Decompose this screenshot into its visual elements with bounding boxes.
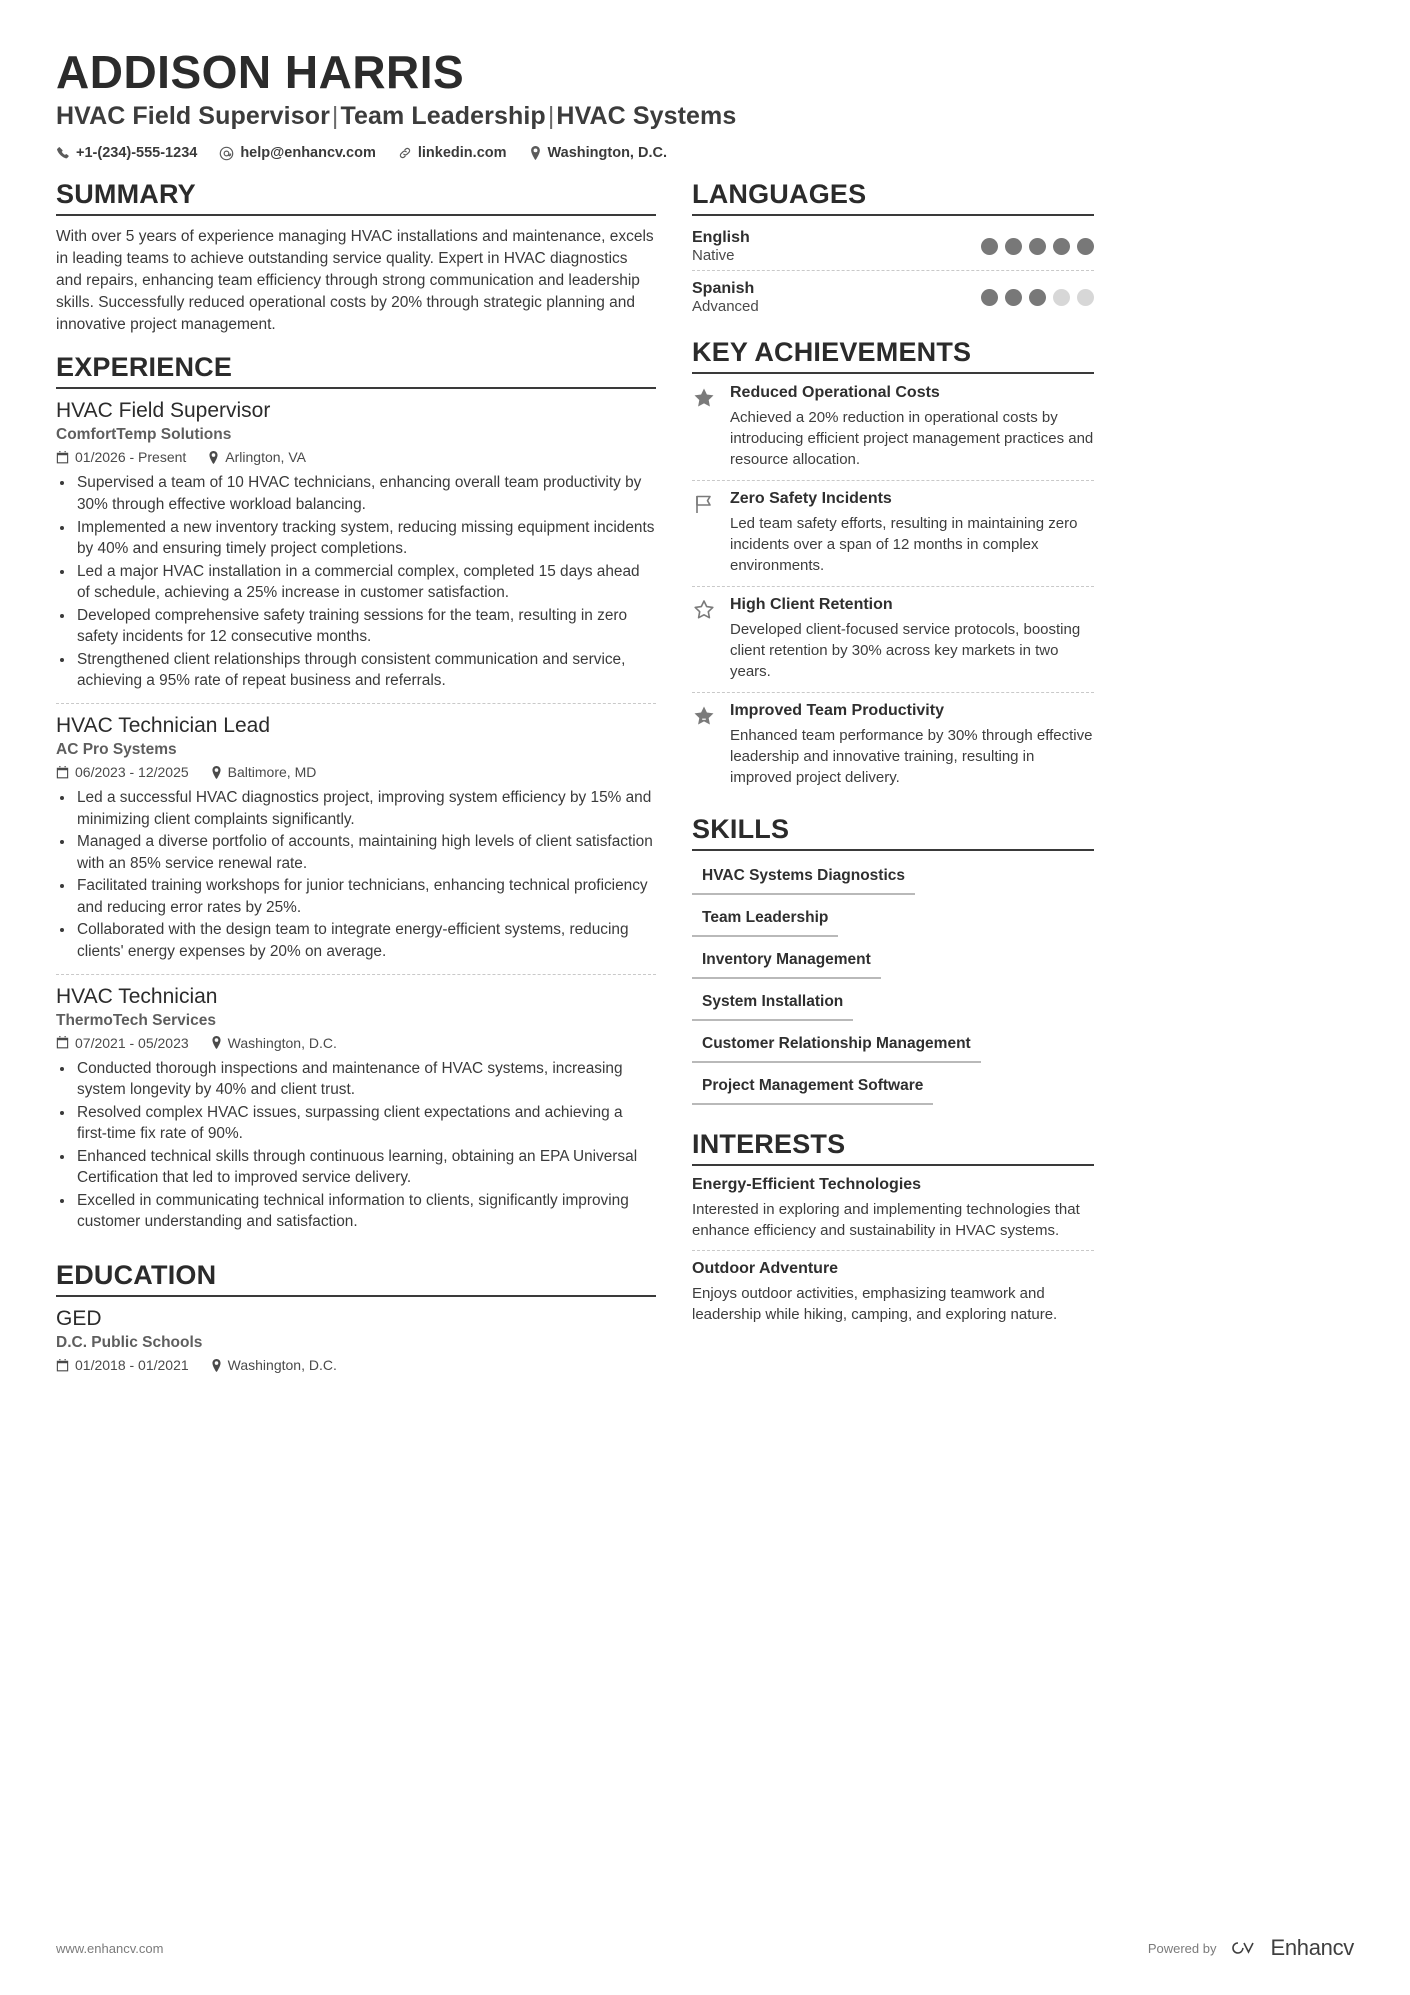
list-item: • Enhanced technical skills through continuous learning, obtaining an EPA Universal Certification that led to improved service delivery. <box>75 1146 656 1189</box>
calendar-icon <box>56 1359 69 1372</box>
job-bullets <box>56 1058 656 1234</box>
achievement-description: Enhanced team performance by 30% through effective leadership and innovative training, resulting in improved project delivery. <box>730 727 1093 787</box>
section-experience <box>56 352 656 1244</box>
job-location-text: Arlington, VA <box>225 449 306 466</box>
contact-email[interactable] <box>219 145 376 161</box>
list-item: • Conducted thorough inspections and maintenance of HVAC systems, increasing system longevity by 40% and client trust. <box>75 1058 656 1101</box>
language-rating <box>981 289 1094 306</box>
section-education <box>56 1260 656 1390</box>
section-interests <box>692 1129 1094 1334</box>
headline-separator-1: | <box>331 102 339 131</box>
rating-dot <box>981 238 998 255</box>
section-divider <box>692 214 1094 216</box>
language-rating <box>981 238 1094 255</box>
achievement-description: Achieved a 20% reduction in operational costs by introducing efficient project management practices and resource allocation. <box>730 409 1094 469</box>
contact-phone-text: +1-(234)-555-1234 <box>76 145 198 162</box>
location-pin-icon <box>211 1359 222 1372</box>
language-item <box>692 226 1094 271</box>
section-skills <box>692 814 1094 1113</box>
job-location-text: Baltimore, MD <box>227 764 317 781</box>
education-dates <box>56 1357 189 1373</box>
language-item <box>692 277 1094 321</box>
achievement-description: Developed client-focused service protocols, boosting client retention by 30% across key markets in two years. <box>730 621 1081 681</box>
section-summary <box>56 179 656 336</box>
headline-part-2: Team Leadership <box>340 102 546 131</box>
brand-name: Enhancv <box>1270 1935 1354 1960</box>
job-title: HVAC Technician Lead <box>56 714 271 738</box>
page-title: ADDISON HARRIS <box>56 46 465 98</box>
achievement-item <box>692 490 1094 587</box>
rating-dot <box>981 289 998 306</box>
list-item: • Collaborated with the design team to integrate energy-efficient systems, reducing clients' energy expenses by 20% on average. <box>75 919 656 962</box>
education-meta <box>56 1357 656 1373</box>
rating-dot <box>1077 238 1094 255</box>
job-dates <box>56 764 189 780</box>
job-meta <box>56 764 656 780</box>
section-divider <box>56 214 656 216</box>
experience-entry <box>56 714 656 975</box>
contact-location <box>529 145 667 161</box>
job-title: HVAC Field Supervisor <box>56 399 271 423</box>
achievement-title: High Client Retention <box>730 596 893 614</box>
skill-item: System Installation <box>692 987 853 1021</box>
rating-dot <box>1029 238 1046 255</box>
interest-title: Outdoor Adventure <box>692 1260 839 1278</box>
job-location <box>208 449 306 465</box>
section-divider <box>56 387 656 389</box>
job-company: ComfortTemp Solutions <box>56 426 232 444</box>
contact-email-text: help@enhancv.com <box>240 145 376 162</box>
section-title-interests: INTERESTS <box>692 1129 846 1160</box>
star-outline-icon <box>692 596 718 682</box>
list-item: • Strengthened client relationships through consistent communication and service, achieving a 95% rate of repeat business and referrals. <box>75 649 656 692</box>
job-meta <box>56 1035 656 1051</box>
education-degree: GED <box>56 1307 102 1331</box>
rating-dot <box>1053 289 1070 306</box>
summary-text: With over 5 years of experience managing HVAC installations and maintenance, excels in leading teams to achieve outstanding service quality. Expert in HVAC diagnostics and repairs, enhancing team efficiency through strong communication and leadership skills. Successfully reduced operational costs by 20% through strategic planning and innovative project management. <box>56 228 654 334</box>
phone-icon <box>56 146 70 160</box>
interest-description: Interested in exploring and implementing technologies that enhance efficiency and sustainability in HVAC systems. <box>692 1201 1080 1240</box>
section-title-summary: SUMMARY <box>56 179 196 210</box>
section-divider <box>692 1164 1094 1166</box>
calendar-icon <box>56 1036 69 1049</box>
skill-item: HVAC Systems Diagnostics <box>692 861 915 895</box>
powered-by-label: Powered by <box>1147 1940 1217 1956</box>
section-title-achievements: KEY ACHIEVEMENTS <box>692 337 972 368</box>
section-divider <box>56 1295 656 1297</box>
location-pin-icon <box>208 451 219 464</box>
education-school: D.C. Public Schools <box>56 1334 203 1352</box>
list-item: • Supervised a team of 10 HVAC technicians, enhancing overall team productivity by 30% through effective workload balancing. <box>75 472 656 515</box>
skill-item: Inventory Management <box>692 945 881 979</box>
language-name: English <box>692 229 750 247</box>
section-divider <box>692 849 1094 851</box>
job-company: ThermoTech Services <box>56 1011 216 1029</box>
headline-part-3: HVAC Systems <box>556 102 737 131</box>
left-column <box>56 179 656 1406</box>
location-pin-icon <box>211 766 222 779</box>
list-item: • Led a successful HVAC diagnostics project, improving system efficiency by 15% and minimizing client complaints significantly. <box>75 787 656 830</box>
headline-separator-2: | <box>547 102 555 131</box>
section-divider <box>692 372 1094 374</box>
location-pin-icon <box>211 1036 222 1049</box>
achievement-item <box>692 596 1094 693</box>
experience-entry <box>56 399 656 704</box>
language-name: Spanish <box>692 280 755 298</box>
contact-location-text: Washington, D.C. <box>547 145 667 162</box>
education-location <box>211 1357 337 1373</box>
right-column <box>692 179 1094 1350</box>
rating-dot <box>1053 238 1070 255</box>
job-bullets <box>56 787 656 963</box>
achievement-title: Improved Team Productivity <box>730 702 944 720</box>
rating-dot <box>1005 289 1022 306</box>
job-dates <box>56 1035 189 1051</box>
enhancv-logo-icon <box>1226 1936 1260 1960</box>
section-key-achievements <box>692 337 1094 798</box>
section-title-education: EDUCATION <box>56 1260 217 1291</box>
list-item: • Excelled in communicating technical information to clients, significantly improving customer understanding and satisfaction. <box>75 1190 656 1233</box>
link-icon <box>398 146 412 160</box>
list-item: • Resolved complex HVAC issues, surpassing client expectations and achieving a first-time fix rate of 90%. <box>75 1102 656 1145</box>
interest-description: Enjoys outdoor activities, emphasizing teamwork and leadership while hiking, camping, and exploring nature. <box>692 1285 1058 1324</box>
job-company: AC Pro Systems <box>56 741 177 759</box>
job-dates-text: 01/2026 - Present <box>75 449 187 466</box>
skill-item: Project Management Software <box>692 1071 933 1105</box>
contact-website-text: linkedin.com <box>417 145 507 162</box>
section-title-experience: EXPERIENCE <box>56 352 233 383</box>
education-entry <box>56 1307 656 1390</box>
education-dates-text: 01/2018 - 01/2021 <box>75 1357 189 1374</box>
achievement-title: Zero Safety Incidents <box>730 490 892 508</box>
achievement-item <box>692 702 1094 798</box>
contact-phone <box>56 145 197 161</box>
skills-list <box>692 861 1094 1113</box>
star-badge-icon <box>692 702 718 788</box>
contact-website[interactable] <box>398 145 507 161</box>
section-title-languages: LANGUAGES <box>692 179 867 210</box>
education-location-text: Washington, D.C. <box>227 1357 337 1374</box>
rating-dot <box>1029 289 1046 306</box>
skill-item: Team Leadership <box>692 903 838 937</box>
location-pin-icon <box>529 146 542 160</box>
skill-item: Customer Relationship Management <box>692 1029 981 1063</box>
list-item: • Developed comprehensive safety training sessions for the team, resulting in zero safety incidents for 12 consecutive months. <box>75 605 656 648</box>
section-title-skills: SKILLS <box>692 814 790 845</box>
footer-brand <box>1148 1935 1354 1961</box>
job-dates-text: 07/2021 - 05/2023 <box>75 1034 189 1051</box>
interest-title: Energy-Efficient Technologies <box>692 1176 922 1194</box>
interest-item <box>692 1176 1094 1251</box>
flag-icon <box>692 490 718 576</box>
experience-entry <box>56 985 656 1245</box>
list-item: • Facilitated training workshops for junior technicians, enhancing technical proficiency and reducing error rates by 25%. <box>75 875 656 918</box>
job-meta <box>56 449 656 465</box>
email-icon <box>219 146 234 161</box>
footer-url[interactable]: www.enhancv.com <box>56 1940 164 1956</box>
list-item: • Led a major HVAC installation in a commercial complex, completed 15 days ahead of schedule, achieving a 25% increase in customer satisfaction. <box>75 561 656 604</box>
job-title: HVAC Technician <box>56 984 218 1008</box>
job-bullets <box>56 472 656 692</box>
language-level: Advanced <box>692 298 759 316</box>
section-languages <box>692 179 1094 321</box>
headline-part-1: HVAC Field Supervisor <box>56 102 330 131</box>
achievement-title: Reduced Operational Costs <box>730 384 940 402</box>
resume-header <box>56 48 1354 161</box>
list-item: • Managed a diverse portfolio of accounts, maintaining high levels of client satisfaction with an 85% service renewal rate. <box>75 831 656 874</box>
job-dates-text: 06/2023 - 12/2025 <box>75 764 189 781</box>
achievement-item <box>692 384 1094 481</box>
achievement-description: Led team safety efforts, resulting in maintaining zero incidents over a span of 12 months in complex environments. <box>730 515 1078 575</box>
calendar-icon <box>56 451 69 464</box>
professional-headline <box>56 102 1354 131</box>
job-dates <box>56 449 186 465</box>
rating-dot <box>1005 238 1022 255</box>
contact-row <box>56 145 1354 161</box>
list-item: • Implemented a new inventory tracking system, reducing missing equipment incidents by 40% and ensuring timely project completions. <box>75 517 656 560</box>
job-location-text: Washington, D.C. <box>227 1034 337 1051</box>
star-icon <box>692 384 718 470</box>
page-footer <box>56 1935 1354 1961</box>
job-location <box>211 764 317 780</box>
job-location <box>211 1035 337 1051</box>
interest-item <box>692 1260 1094 1334</box>
language-level: Native <box>692 247 735 265</box>
calendar-icon <box>56 766 69 779</box>
rating-dot <box>1077 289 1094 306</box>
